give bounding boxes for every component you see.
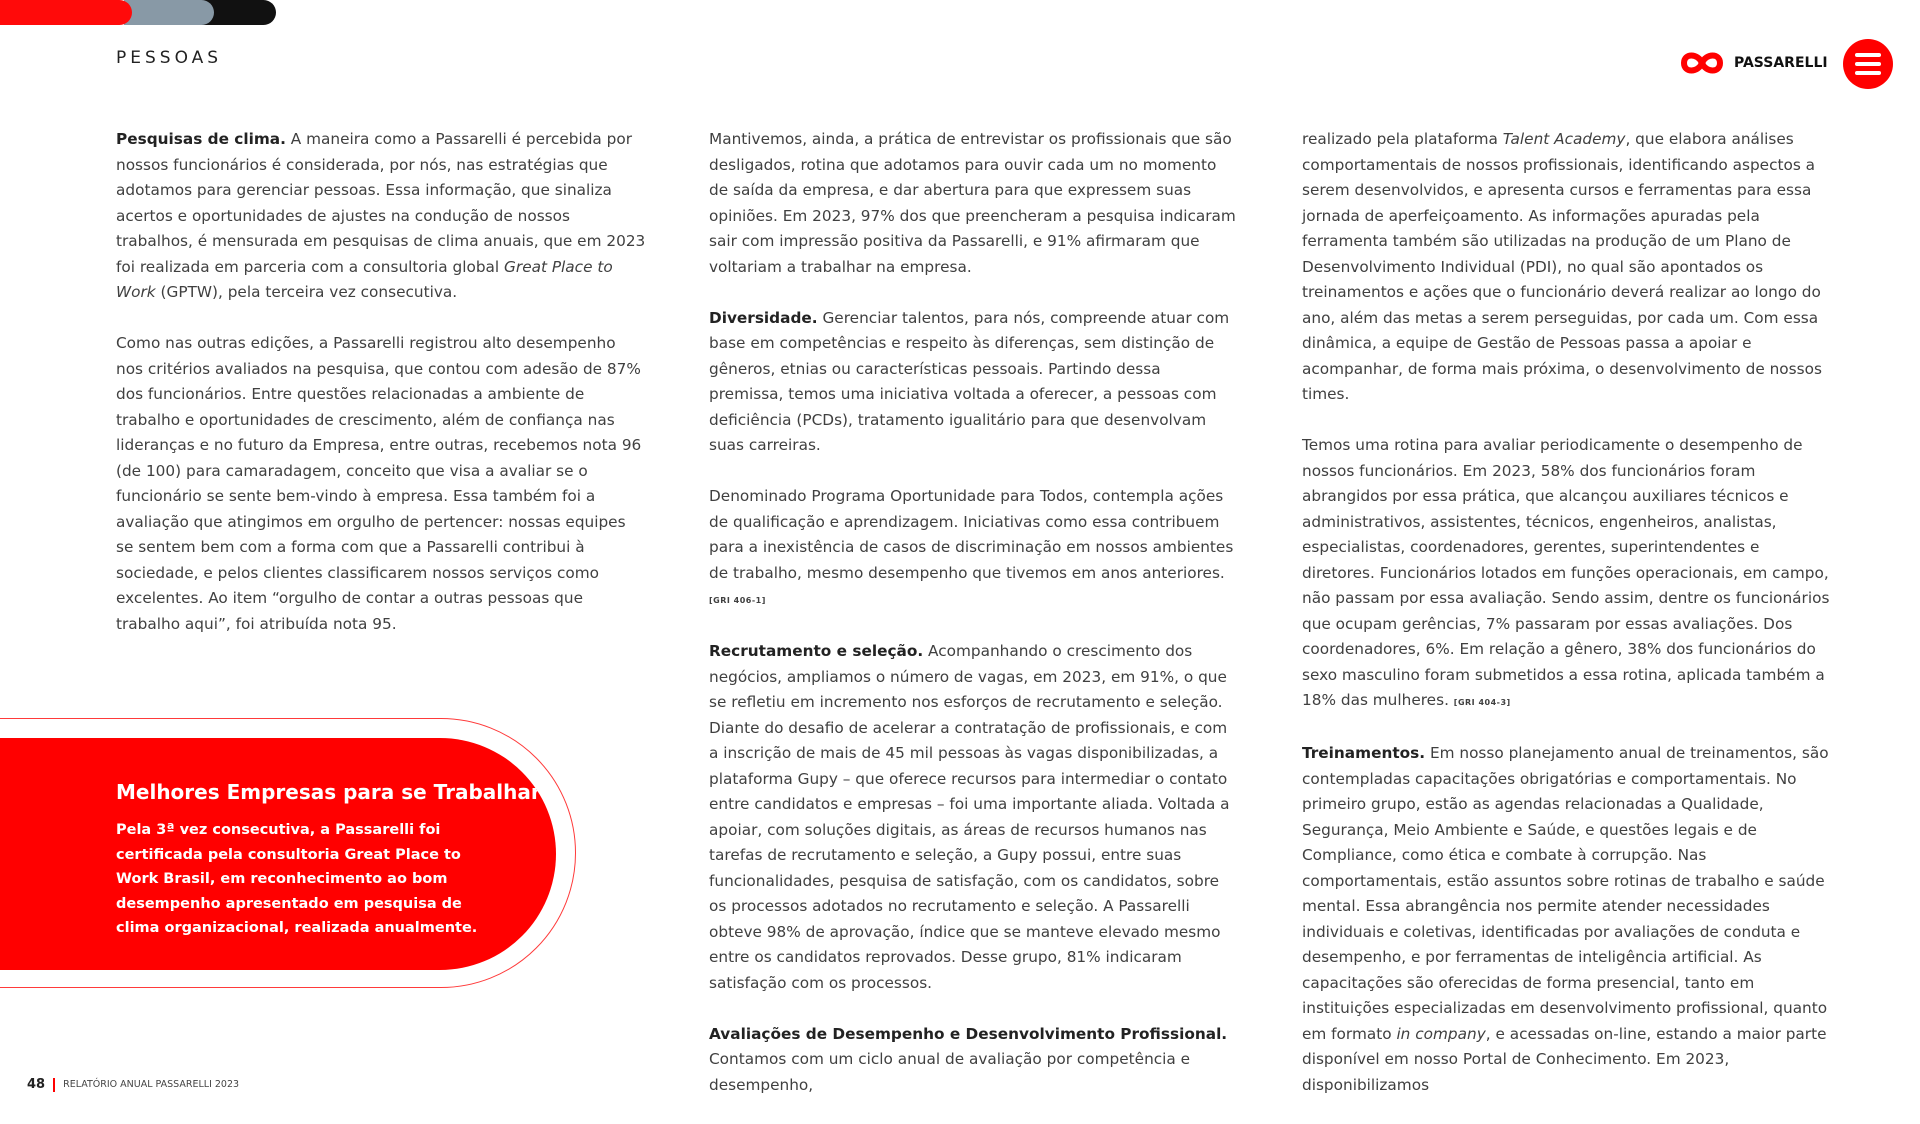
footer-divider	[53, 1078, 55, 1092]
italic-text: Talent Academy	[1502, 130, 1626, 148]
text: Temos uma rotina para avaliar periodicamente o desempenho de nossos funcionários. Em 2023, 58% dos funcionários foram abrangidos por essa prática, que alcançou auxiliares técnicos e administrativos, assistentes, técnicos, engenheiros, analistas, especialistas, coordenadores, gerentes, superintendentes e diretores. Funcionários lotados em funções operacionais, em campo, não passam por essa avaliação. Sendo assim, dentre os funcionários que ocupam gerências, 7% passaram por essas avaliações. Dos coordenadores, 6%. Em relação a gênero, 38% dos funcionários do sexo masculino foram submetidos a essa rotina, aplicada também a 18% das mulheres.	[1302, 436, 1830, 709]
heading-recruitment: Recrutamento e seleção.	[709, 642, 924, 660]
gri-reference: [GRI 404-3]	[1453, 698, 1511, 707]
hamburger-menu-icon	[1855, 53, 1881, 57]
text: realizado pela plataforma	[1302, 130, 1503, 148]
heading-training: Treinamentos.	[1302, 744, 1426, 762]
callout-title: Melhores Empresas para se Trabalhar	[116, 780, 541, 804]
text: Gerenciar talentos, para nós, compreende atuar com base em competências e respeito às diferenças, sem distinção de gêneros, etnias ou características pessoais. Partindo dessa premissa, temos uma iniciativa voltada a oferecer, a pessoas com deficiência (PCDs), tratamento igualitário para que desenvolvam suas carreiras.	[709, 308, 1230, 454]
paragraph-evaluation	[709, 1022, 1239, 1099]
paragraph-exit-interviews: Mantivemos, ainda, a prática de entrevistar os profissionais que são desligados, rotina que adotamos para ouvir cada um no momento de saída da empresa, e dar abertura para que expressem suas opiniões. Em 2023, 97% dos que preencheram a pesquisa indicaram sair com impressão positiva da Passarelli, e 91% afirmaram que voltariam a trabalhar na empresa.	[709, 130, 1236, 276]
text: Contamos com um ciclo anual de avaliação por competência e desempenho,	[709, 1050, 1191, 1094]
text: (GPTW), pela terceira vez consecutiva.	[155, 283, 458, 301]
paragraph-training	[1302, 741, 1837, 1098]
section-title: PESSOAS	[116, 48, 223, 68]
text: A maneira como a Passarelli é percebida por nossos funcionários é considerada, por nós, nas estratégias que adotamos para gerenciar pessoas. Essa informação, que sinaliza acertos e oportunidades de ajustes na condução de nossos trabalhos, é mensurada em pesquisas de clima anuais, que em 2023 foi realizada em parceria com a consultoria global	[116, 130, 646, 276]
callout-body: Pela 3ª vez consecutiva, a Passarelli foi certificada pela consultoria Great Place to Work Brasil, em reconhecimento ao bom desempenho apresentado em pesquisa de clima organizacional, realizada anualmente.	[116, 822, 478, 936]
text: , que elabora análises comportamentais de nossos profissionais, identificando aspectos a serem desenvolvidos, e apresenta cursos e ferramentas para essa jornada de aperfeiçoamento. As informações apuradas pela ferramenta também são utilizadas na produção de um Plano de Desenvolvimento Individual (PDI), no qual são apontados os treinamentos e ações que o funcionário deverá realizar ao longo do ano, além das metas a serem perseguidas, por cada um. Com essa dinâmica, a equipe de Gestão de Pessoas passa a apoiar e acompanhar, de forma mais próxima, o desenvolvimento de nossos times.	[1302, 130, 1822, 403]
paragraph-climate-survey	[116, 127, 646, 306]
hamburger-line	[1855, 71, 1881, 75]
progress-segment-gray	[124, 0, 214, 25]
progress-segment-red	[0, 0, 132, 25]
footer	[27, 1077, 239, 1092]
page-number: 48	[27, 1077, 46, 1092]
italic-text: Great Place to Work	[116, 257, 613, 301]
paragraph-performance-routine	[1302, 433, 1837, 716]
text: , e acessadas on-line, estando a maior parte disponível em nosso Portal de Conhecimento. Em 2023, disponibilizamos	[1302, 1024, 1827, 1094]
report-title: RELATÓRIO ANUAL PASSARELLI 2023	[63, 1079, 240, 1090]
logo[interactable]	[1680, 48, 1828, 78]
column-1	[116, 127, 646, 663]
text: Denominado Programa Oportunidade para Todos, contempla ações de qualificação e aprendizagem. Iniciativas como essa contribuem para a inexistência de casos de discriminação em nossos ambientes de trabalho, mesmo desempenho que tivemos em anos anteriores.	[709, 487, 1234, 582]
column-3	[1302, 127, 1837, 1124]
column-2	[709, 127, 1239, 1124]
paragraph-diversity	[709, 306, 1239, 459]
logo-text: PASSARELLI	[1734, 55, 1828, 71]
menu-button[interactable]	[1843, 39, 1893, 89]
heading-evaluation: Avaliações de Desempenho e Desenvolvimento Profissional.	[709, 1024, 1228, 1043]
heading-diversity: Diversidade.	[709, 308, 818, 327]
paragraph-recruitment	[709, 639, 1239, 996]
heading-climate-survey: Pesquisas de clima.	[116, 130, 286, 148]
paragraph-results: Como nas outras edições, a Passarelli registrou alto desempenho nos critérios avaliados na pesquisa, que contou com adesão de 87% dos funcionários. Entre questões relacionadas a ambiente de trabalho e oportunidades de crescimento, além de confiança nas lideranças e no futuro da Empresa, entre outras, recebemos nota 96 (de 100) para camaradagem, conceito que visa a avaliar se o funcionário se sente bem-vindo à empresa. Essa também foi a avaliação que atingimos em orgulho de pertencer: nossas equipes se sentem bem com a forma com que a Passarelli contribui à sociedade, e pelos clientes classificarem nossos serviços como excelentes. Ao item “orgulho de contar a outras pessoas que trabalho aqui”, foi atribuída nota 95.	[116, 334, 642, 633]
passarelli-logo-icon	[1680, 48, 1726, 78]
gri-reference: [GRI 406-1]	[709, 596, 766, 605]
italic-text: in company	[1396, 1024, 1486, 1043]
paragraph-talent-academy	[1302, 127, 1837, 408]
text: Acompanhando o crescimento dos negócios, ampliamos o número de vagas, em 2023, em 91%, o que se refletiu em incremento nos esforços de recrutamento e seleção. Diante do desafio de acelerar a contratação de profissionais, e com a inscrição de mais de 45 mil pessoas às vagas disponibilizadas, a plataforma Gupy – que oferece recursos para intermediar o contato entre candidatos e empresas – foi uma importante aliada. Voltada a apoiar, com soluções digitais, as áreas de recursos humanos nas tarefas de recrutamento e seleção, a Gupy possui, entre suas funcionalidades, pesquisa de satisfação, com os candidatos, sobre os processos adotados no recrutamento e seleção. A Passarelli obteve 98% de aprovação, índice que se manteve elevado mesmo entre os candidatos reprovados. Desse grupo, 81% indicaram satisfação com os processos.	[709, 642, 1230, 992]
text: Em nosso planejamento anual de treinamentos, são contempladas capacitações obrigatórias e comportamentais. No primeiro grupo, estão as agendas relacionadas a Qualidade, Segurança, Meio Ambiente e Saúde, e questões legais e de Compliance, como ética e combate à corrupção. Nas comportamentais, estão assuntos sobre rotinas de trabalho e saúde mental. Essa abrangência nos permite atender necessidades individuais e coletivas, identificadas por avaliações de conduta e desempenho, e por ferramentas de inteligência artificial. As capacitações são oferecidas de forma presencial, tanto em instituições especializadas em desenvolvimento profissional, quanto em formato	[1302, 744, 1829, 1043]
hamburger-line	[1855, 62, 1881, 66]
callout-best-companies	[0, 738, 556, 970]
paragraph-program	[709, 484, 1239, 614]
